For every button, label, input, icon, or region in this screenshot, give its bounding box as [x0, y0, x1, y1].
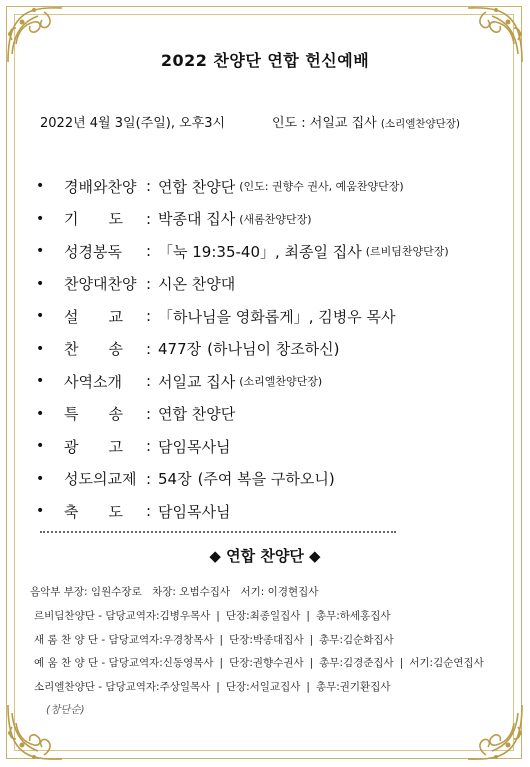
program-item: • 찬 송 : 477장 (하나님이 창조하신) [36, 339, 340, 359]
dotted-divider [40, 531, 396, 533]
program-item: • 특 송 : 연합 찬양단 [36, 404, 236, 424]
program-item: • 광 고 : 담임목사님 [36, 437, 231, 456]
service-leader-note: (소리엘찬양단장) [380, 118, 461, 130]
choir-row: 르비딤찬양단 - 담당교역자:김병우목사 | 단장:최종일집사 | 총무:하세홍집사 [34, 610, 391, 622]
choir-section-heading: ◆ 연합 찬양단 ◆ [209, 547, 321, 565]
bullet-icon: • [36, 340, 45, 357]
program-item: • 성도의교제 : 54장 (주여 복을 구하오니) [36, 469, 335, 489]
bullet-icon: • [36, 275, 45, 292]
corner-ornament-bottom-right [464, 701, 526, 763]
service-date: 2022년 4월 3일(주일), 오후3시 [40, 116, 226, 131]
service-leader: 인도 : 서일교 집사 (소리엘찬양단장) [272, 116, 461, 131]
bullet-icon: • [36, 178, 45, 195]
program-item: • 축 도 : 담임목사님 [36, 502, 231, 521]
order-note: (창단순) [46, 704, 85, 716]
bullet-icon: • [36, 210, 45, 227]
music-department-staff: 음악부 부장: 임원수장로 차장: 오범수집사 서기: 이경현집사 [30, 586, 319, 598]
program-item: • 설 교 : 「하나님을 영화롭게」, 김병우 목사 [36, 307, 396, 326]
bullet-icon: • [36, 243, 45, 260]
bullet-icon: • [36, 405, 45, 422]
choir-list [34, 608, 484, 702]
bullet-icon: • [36, 373, 45, 390]
program-item: • 사역소개 : 서일교 집사 (소리엘찬양단장) [36, 372, 323, 391]
service-info [40, 112, 480, 131]
bullet-icon: • [36, 503, 45, 520]
bullet-icon: • [36, 308, 45, 325]
program-list [36, 170, 496, 528]
program-item: • 찬양대찬양 : 시온 찬양대 [36, 274, 236, 294]
program-item: • 경배와찬양 : 연합 찬양단 (인도: 권향수 권사, 예움찬양단장) [36, 177, 404, 196]
page-title: 2022 찬양단 연합 헌신예배 [160, 51, 370, 70]
choir-row: 소리엘찬양단 - 담당교역자:주상일목사 | 단장:서일교집사 | 총무:권기환집사 [34, 680, 391, 693]
program-item: • 기 도 : 박종대 집사 (새롬찬양단장) [36, 209, 312, 229]
bullet-icon: • [36, 438, 45, 455]
bullet-icon: • [36, 470, 45, 487]
choir-row: 예 움 찬 양 단 - 담당교역자:신동영목사 | 단장:권향수권사 | 총무:김경준집사 | 서기:김순연집사 [34, 657, 484, 669]
program-item: • 성경봉독 : 「눅 19:35-40」, 최종일 집사 (르비딤찬양단장) [36, 242, 449, 261]
choir-row: 새 롬 찬 양 단 - 담당교역자:우경창목사 | 단장:박종대집사 | 총무:김순화집사 [34, 633, 394, 646]
